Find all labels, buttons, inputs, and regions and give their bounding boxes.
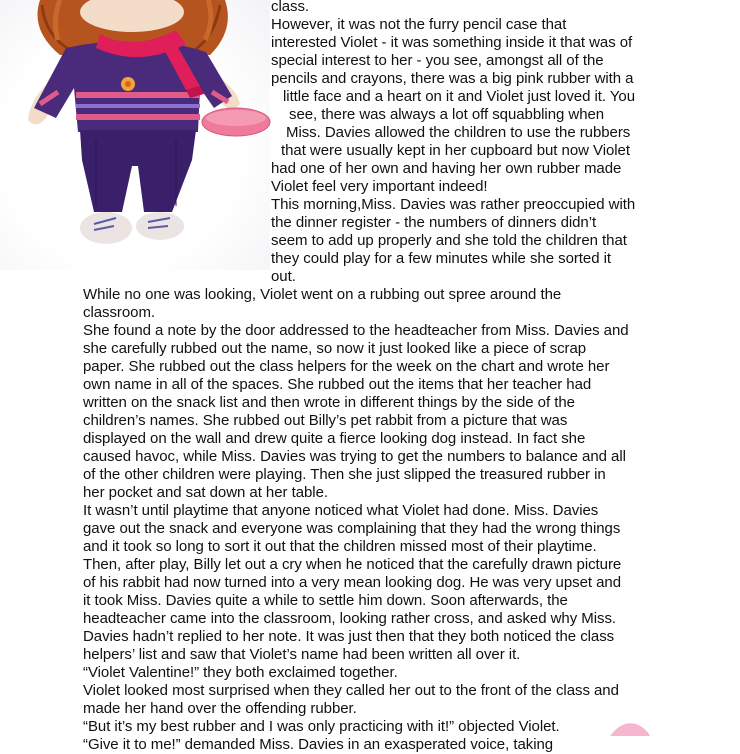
text-line: class. [271, 0, 310, 15]
text-line: Violet looked most surprised when they called her out to the front of the class and [83, 682, 619, 699]
text-line: special interest to her - you see, amongst all of the [271, 52, 604, 69]
text-line: caused havoc, while Miss. Davies was trying to get the numbers to balance and all [83, 448, 626, 465]
text-line: Miss. Davies allowed the children to use the rubbers [286, 124, 631, 141]
text-line: Then, after play, Billy let out a cry when he noticed that the carefully drawn picture [83, 556, 622, 573]
text-line: “But it’s my best rubber and I was only practicing with it!” objected Violet. [83, 718, 560, 735]
text-line: see, there was always a lot off squabbling when [289, 106, 605, 123]
text-line: she carefully rubbed out the name, so now it just looked like a piece of scrap [83, 340, 587, 357]
text-line: paper. She rubbed out the class helpers for the week on the chart and wrote her [83, 358, 610, 375]
text-line: of the other children were playing. Then she just slipped the treasured rubber in [83, 466, 606, 483]
doll-image [0, 0, 270, 270]
text-line: it took Miss. Davies quite a while to settle him down. Soon afterwards, the [83, 592, 568, 609]
pink-corner-decoration [600, 716, 660, 736]
text-line: pencils and crayons, there was a big pink rubber with a [271, 70, 634, 87]
text-line: little face and a heart on it and Violet just loved it. You [283, 88, 636, 105]
text-line: and it took so long to sort it out that the children missed most of their playtime. [83, 538, 597, 555]
text-line: Davies hadn’t replied to her note. It was just then that they both noticed the class [83, 628, 615, 645]
text-line: However, it was not the furry pencil case that [271, 16, 567, 33]
text-line: classroom. [83, 304, 156, 321]
text-line: the dinner register - the numbers of dinners didn’t [271, 214, 597, 231]
text-line: children’s names. She rubbed out Billy’s pet rabbit from a picture that was [83, 412, 568, 429]
text-line: made her hand over the offending rubber. [83, 700, 357, 717]
text-line: displayed on the wall and drew quite a fierce looking dog instead. In fact she [83, 430, 586, 447]
text-line: out. [271, 268, 296, 285]
text-line: had one of her own and having her own rubber made [271, 160, 622, 177]
text-line: She found a note by the door addressed to the headteacher from Miss. Davies and [83, 322, 629, 339]
text-line: they could play for a few minutes while she sorted it [271, 250, 612, 267]
text-line: While no one was looking, Violet went on a rubbing out spree around the [83, 286, 562, 303]
text-line: This morning,Miss. Davies was rather preoccupied with [271, 196, 636, 213]
text-line: helpers’ list and saw that Violet’s name had been written all over it. [83, 646, 521, 663]
doll-trousers [80, 130, 196, 212]
text-line: “Violet Valentine!” they both exclaimed together. [83, 664, 398, 681]
text-line: headteacher came into the classroom, looking rather cross, and asked why Miss. [83, 610, 617, 627]
text-line: her pocket and sat down at her table. [83, 484, 328, 501]
text-line: that were usually kept in her cupboard but now Violet [281, 142, 630, 159]
text-line: interested Violet - it was something inside it that was of [271, 34, 633, 51]
text-line: It wasn’t until playtime that anyone noticed what Violet had done. Miss. Davies [83, 502, 599, 519]
text-line: seem to add up properly and she told the children that [271, 232, 627, 249]
text-line: written on the snack list and then wrote in different things by the side of the [83, 394, 575, 411]
text-line: own name in all of the spaces. She rubbed out the items that her teacher had [83, 376, 592, 393]
text-line: gave out the snack and everyone was complaining that they had the wrong things [83, 520, 621, 537]
text-line: Violet feel very important indeed! [271, 178, 488, 195]
text-line: of his rabbit had now turned into a very mean looking dog. He was very upset and [83, 574, 621, 591]
doll-illustration [0, 0, 270, 270]
text-line: “Give it to me!” demanded Miss. Davies in an exasperated voice, taking [83, 736, 554, 753]
